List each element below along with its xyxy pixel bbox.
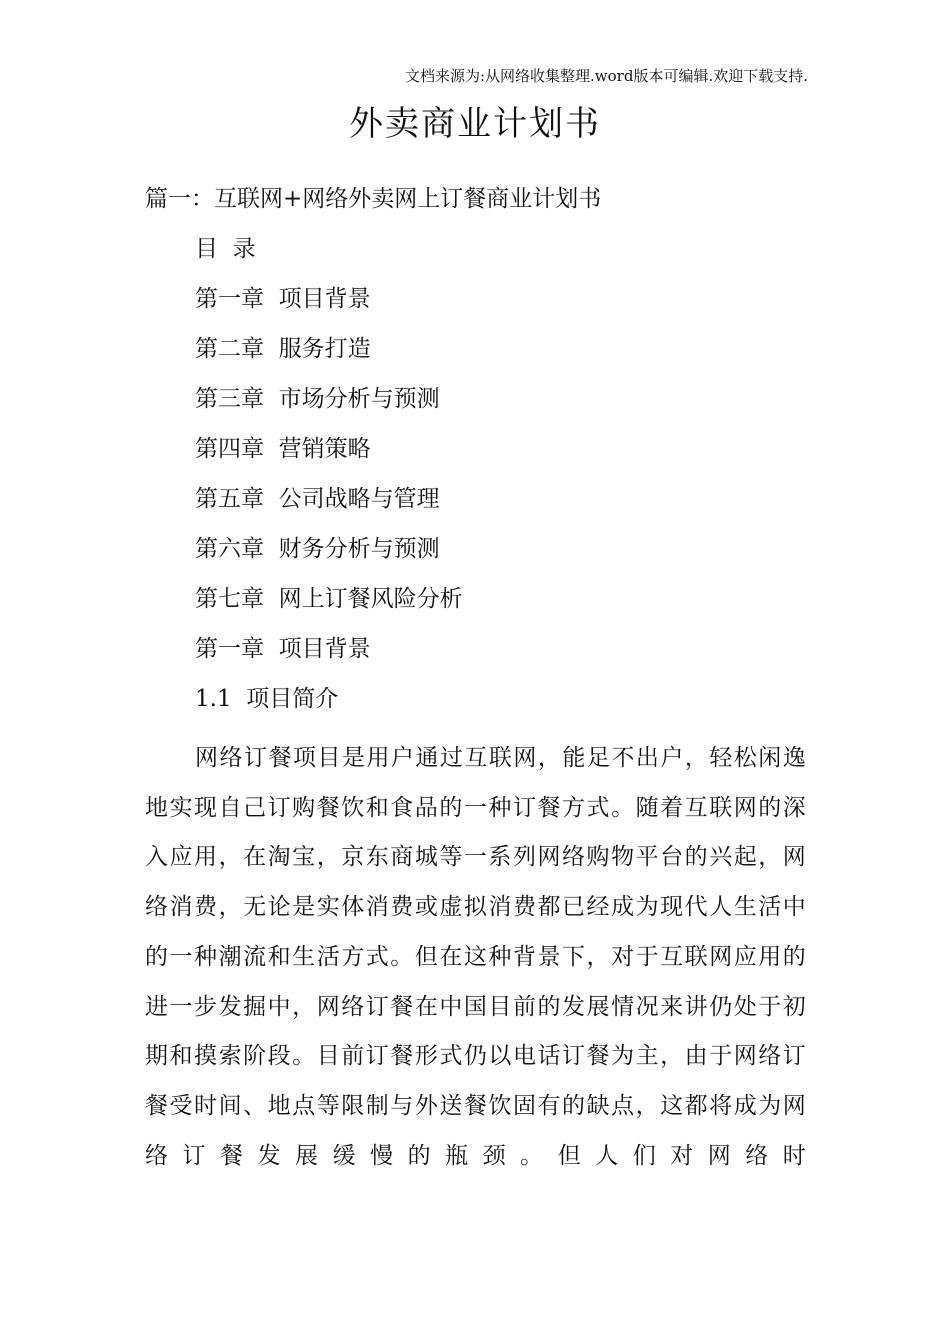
toc-item-chapter-5: 第五章 公司战略与管理 <box>195 486 440 512</box>
toc-heading: 目 录 <box>195 236 256 262</box>
toc-item-chapter-2: 第二章 服务打造 <box>195 336 371 362</box>
toc-item-chapter-3: 第三章 市场分析与预测 <box>195 386 440 412</box>
toc-item-chapter-6: 第六章 财务分析与预测 <box>195 536 440 562</box>
header-note: 文档来源为:从网络收集整理.word版本可编辑.欢迎下载支持. <box>404 67 808 85</box>
document-title: 外卖商业计划书 <box>349 104 601 144</box>
document-subtitle: 篇一：互联网+网络外卖网上订餐商业计划书 <box>145 186 602 212</box>
toc-item-chapter-4: 第四章 营销策略 <box>195 436 371 462</box>
toc-item-chapter-1: 第一章 项目背景 <box>195 286 371 312</box>
subsection-heading: 1.1 项目简介 <box>195 686 339 712</box>
toc-item-chapter-7: 第七章 网上订餐风险分析 <box>195 586 463 612</box>
section-heading: 第一章 项目背景 <box>195 636 371 662</box>
body-paragraph: 网络订餐项目是用户通过互联网，能足不出户，轻松闲逸地实现自己订购餐饮和食品的一种订餐方式。随着互联网的深入应用，在淘宝，京东商城等一系列网络购物平台的兴起，网络消费，无论是实体消费或虚拟消费都已经成为现代人生活中的一种潮流和生活方式。但在这种背景下，对于互联网应用的进一步发掘中，网络订餐在中国目前的发展情况来讲仍处于初期和摸索阶段。目前订餐形式仍以电话订餐为主，由于网络订餐受时间、地点等限制与外送餐饮固有的缺点，这都将成为网络订餐发展缓慢的瓶颈。但人们对网络时 <box>145 745 807 1169</box>
